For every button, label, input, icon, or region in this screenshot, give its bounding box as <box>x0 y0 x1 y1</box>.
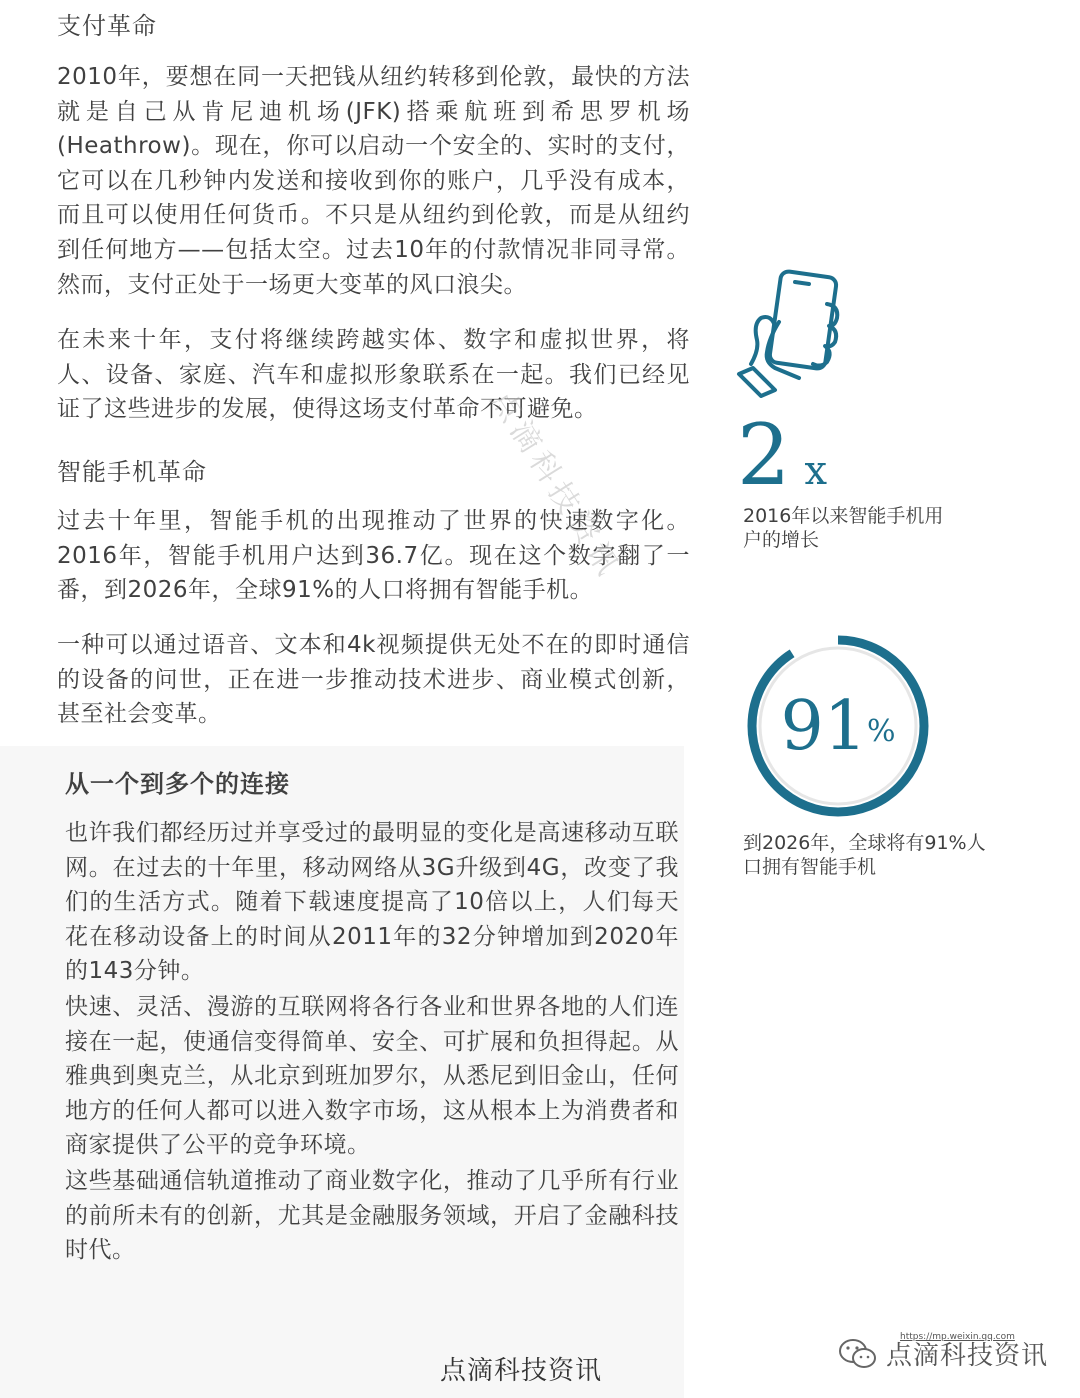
growth-stat <box>737 400 827 510</box>
share-caption-line-1: 到2026年，全球将有91%人 <box>743 832 986 854</box>
wechat-account-name: 点滴科技资讯 <box>886 1341 1049 1371</box>
growth-stat-value: 2 <box>737 406 791 504</box>
share-stat <box>740 628 936 824</box>
paragraph-connection-3: 这些基础通信轨道推动了商业数字化，推动了几乎所有行业的前所未有的创新，尤其是金融服务领域，开启了金融科技时代。 <box>65 1168 679 1264</box>
paragraph-connection-2: 快速、灵活、漫游的互联网将各行各业和世界各地的人们连接在一起，使通信变得简单、安全、可扩展和负担得起。从雅典到奥克兰，从北京到班加罗尔，从悉尼到旧金山，任何地方的任何人都可以进入数字市场，这从根本上为消费者和商家提供了公平的竞争环境。 <box>65 994 679 1159</box>
growth-stat-caption <box>743 504 983 552</box>
footer-url[interactable]: https://mp.weixin.qq.com <box>900 1332 1015 1342</box>
section-heading-payment: 支付革命 <box>57 12 157 40</box>
wechat-icon <box>838 1337 878 1371</box>
paragraph-smartphone-1: 过去十年里，智能手机的出现推动了世界的快速数字化。2016年，智能手机用户达到36.7亿。现在这个数字翻了一番，到2026年，全球91%的人口将拥有智能手机。 <box>57 508 690 604</box>
growth-caption-line-1: 2016年以来智能手机用 <box>743 505 944 527</box>
paragraph-payment-1: 2010年，要想在同一天把钱从纽约转移到伦敦，最快的方法就是自己从肯尼迪机场(JFK)搭乘航班到希思罗机场(Heathrow)。现在，你可以启动一个安全的、实时的支付，它可以在几秒钟内发送和接收到你的账户，几乎没有成本，而且可以使用任何货币。不只是从纽约到伦敦，而是从纽约到任何地方——包括太空。过去10年的付款情况非同寻常。然而，支付正处于一场更大变革的风口浪尖。 <box>57 64 690 298</box>
hand-phone-icon <box>735 268 853 398</box>
wechat-badge <box>838 1335 1048 1372</box>
share-stat-caption <box>743 831 1013 879</box>
share-stat-value: 91 <box>780 686 867 766</box>
growth-caption-line-2: 户的增长 <box>743 529 820 551</box>
paragraph-payment-2: 在未来十年，支付将继续跨越实体、数字和虚拟世界，将人、设备、家庭、汽车和虚拟形象联系在一起。我们已经见证了这些进步的发展，使得这场支付革命不可避免。 <box>57 327 690 423</box>
paragraph-smartphone-2: 一种可以通过语音、文本和4k视频提供无处不在的即时通信的设备的问世，正在进一步推动技术进步、商业模式创新，甚至社会变革。 <box>57 632 690 728</box>
footer-brand-text: 点滴科技资讯 <box>440 1356 603 1386</box>
growth-stat-suffix: x <box>804 448 828 494</box>
share-caption-line-2: 口拥有智能手机 <box>743 856 877 878</box>
watermark-text: 点滴科技资讯 <box>483 384 628 586</box>
share-stat-suffix: % <box>867 713 896 749</box>
paragraph-connection-1: 也许我们都经历过并享受过的最明显的变化是高速移动互联网。在过去的十年里，移动网络从3G升级到4G，改变了我们的生活方式。随着下载速度提高了10倍以上，人们每天花在移动设备上的时间从2011年的32分钟增加到2020年的143分钟。 <box>65 820 679 985</box>
section-heading-connection: 从一个到多个的连接 <box>65 770 290 798</box>
section-heading-smartphone: 智能手机革命 <box>57 458 207 486</box>
